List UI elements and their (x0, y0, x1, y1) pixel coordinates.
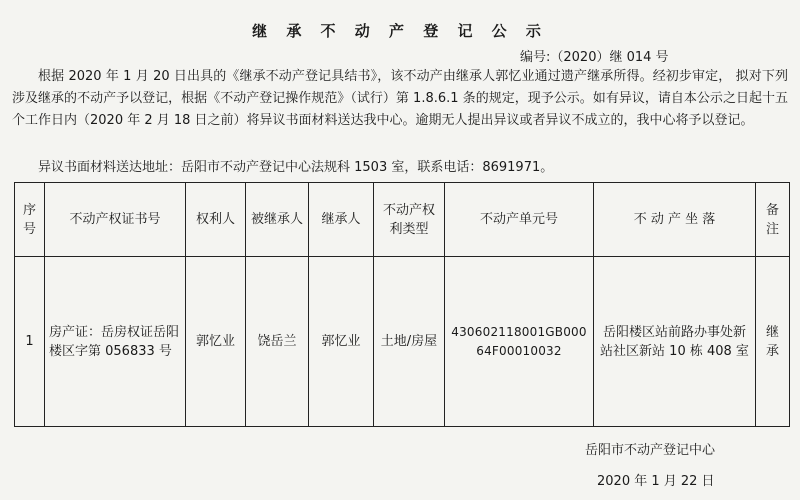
cell-right-holder: 郭忆业 (186, 257, 246, 427)
table-header-row (15, 183, 790, 257)
cell-right-type: 土地/房屋 (374, 257, 445, 427)
property-table (14, 182, 790, 427)
notice-body (12, 66, 788, 132)
header-heir: 继承人 (309, 183, 374, 257)
notice-paragraph: 根据 2020 年 1 月 20 日出具的《继承不动产登记具结书》，该不动产由继承人郭忆业通过遗产继承所得。经初步审定， 拟对下列涉及继承的不动产予以登记，根据《不动产登记操作规范》（试行）第 1.8.6.1 条的规定，现予公示。如有异议，请自本公示之日起十五个工作日内（2020 年 2 月 18 日之前）将异议书面材料送达我中心。逾期无人提出异议或者异议不成立的，我中心将予以登记。 (12, 69, 788, 128)
issuing-authority: 岳阳市不动产登记中心 (585, 443, 716, 458)
issue-date: 2020 年 1 月 22 日 (597, 474, 715, 489)
header-right-type: 不动产权利类型 (374, 183, 445, 257)
header-unit-no: 不动产单元号 (445, 183, 594, 257)
cell-seq: 1 (15, 257, 45, 427)
header-location: 不 动 产 坐 落 (594, 183, 756, 257)
header-deceased: 被继承人 (246, 183, 309, 257)
cell-location: 岳阳楼区站前路办事处新站社区新站 10 栋 408 室 (594, 257, 756, 427)
cell-heir: 郭忆业 (309, 257, 374, 427)
table-row (15, 257, 790, 427)
header-right-holder: 权利人 (186, 183, 246, 257)
objection-address: 异议书面材料送达地址：岳阳市不动产登记中心法规科 1503 室，联系电话：8691971。 (38, 160, 554, 175)
document-number: 编号:（2020）继 014 号 (520, 50, 669, 65)
cell-unit-no: 430602118001GB00064F00010032 (445, 257, 594, 427)
cell-deceased: 饶岳兰 (246, 257, 309, 427)
header-remark: 备注 (756, 183, 790, 257)
cell-certificate-no: 房产证：岳房权证岳阳楼区字第 056833 号 (45, 257, 186, 427)
cell-remark: 继承 (756, 257, 790, 427)
header-seq: 序号 (15, 183, 45, 257)
header-certificate-no: 不动产权证书号 (45, 183, 186, 257)
document-title: 继 承 不 动 产 登 记 公 示 (252, 22, 548, 40)
